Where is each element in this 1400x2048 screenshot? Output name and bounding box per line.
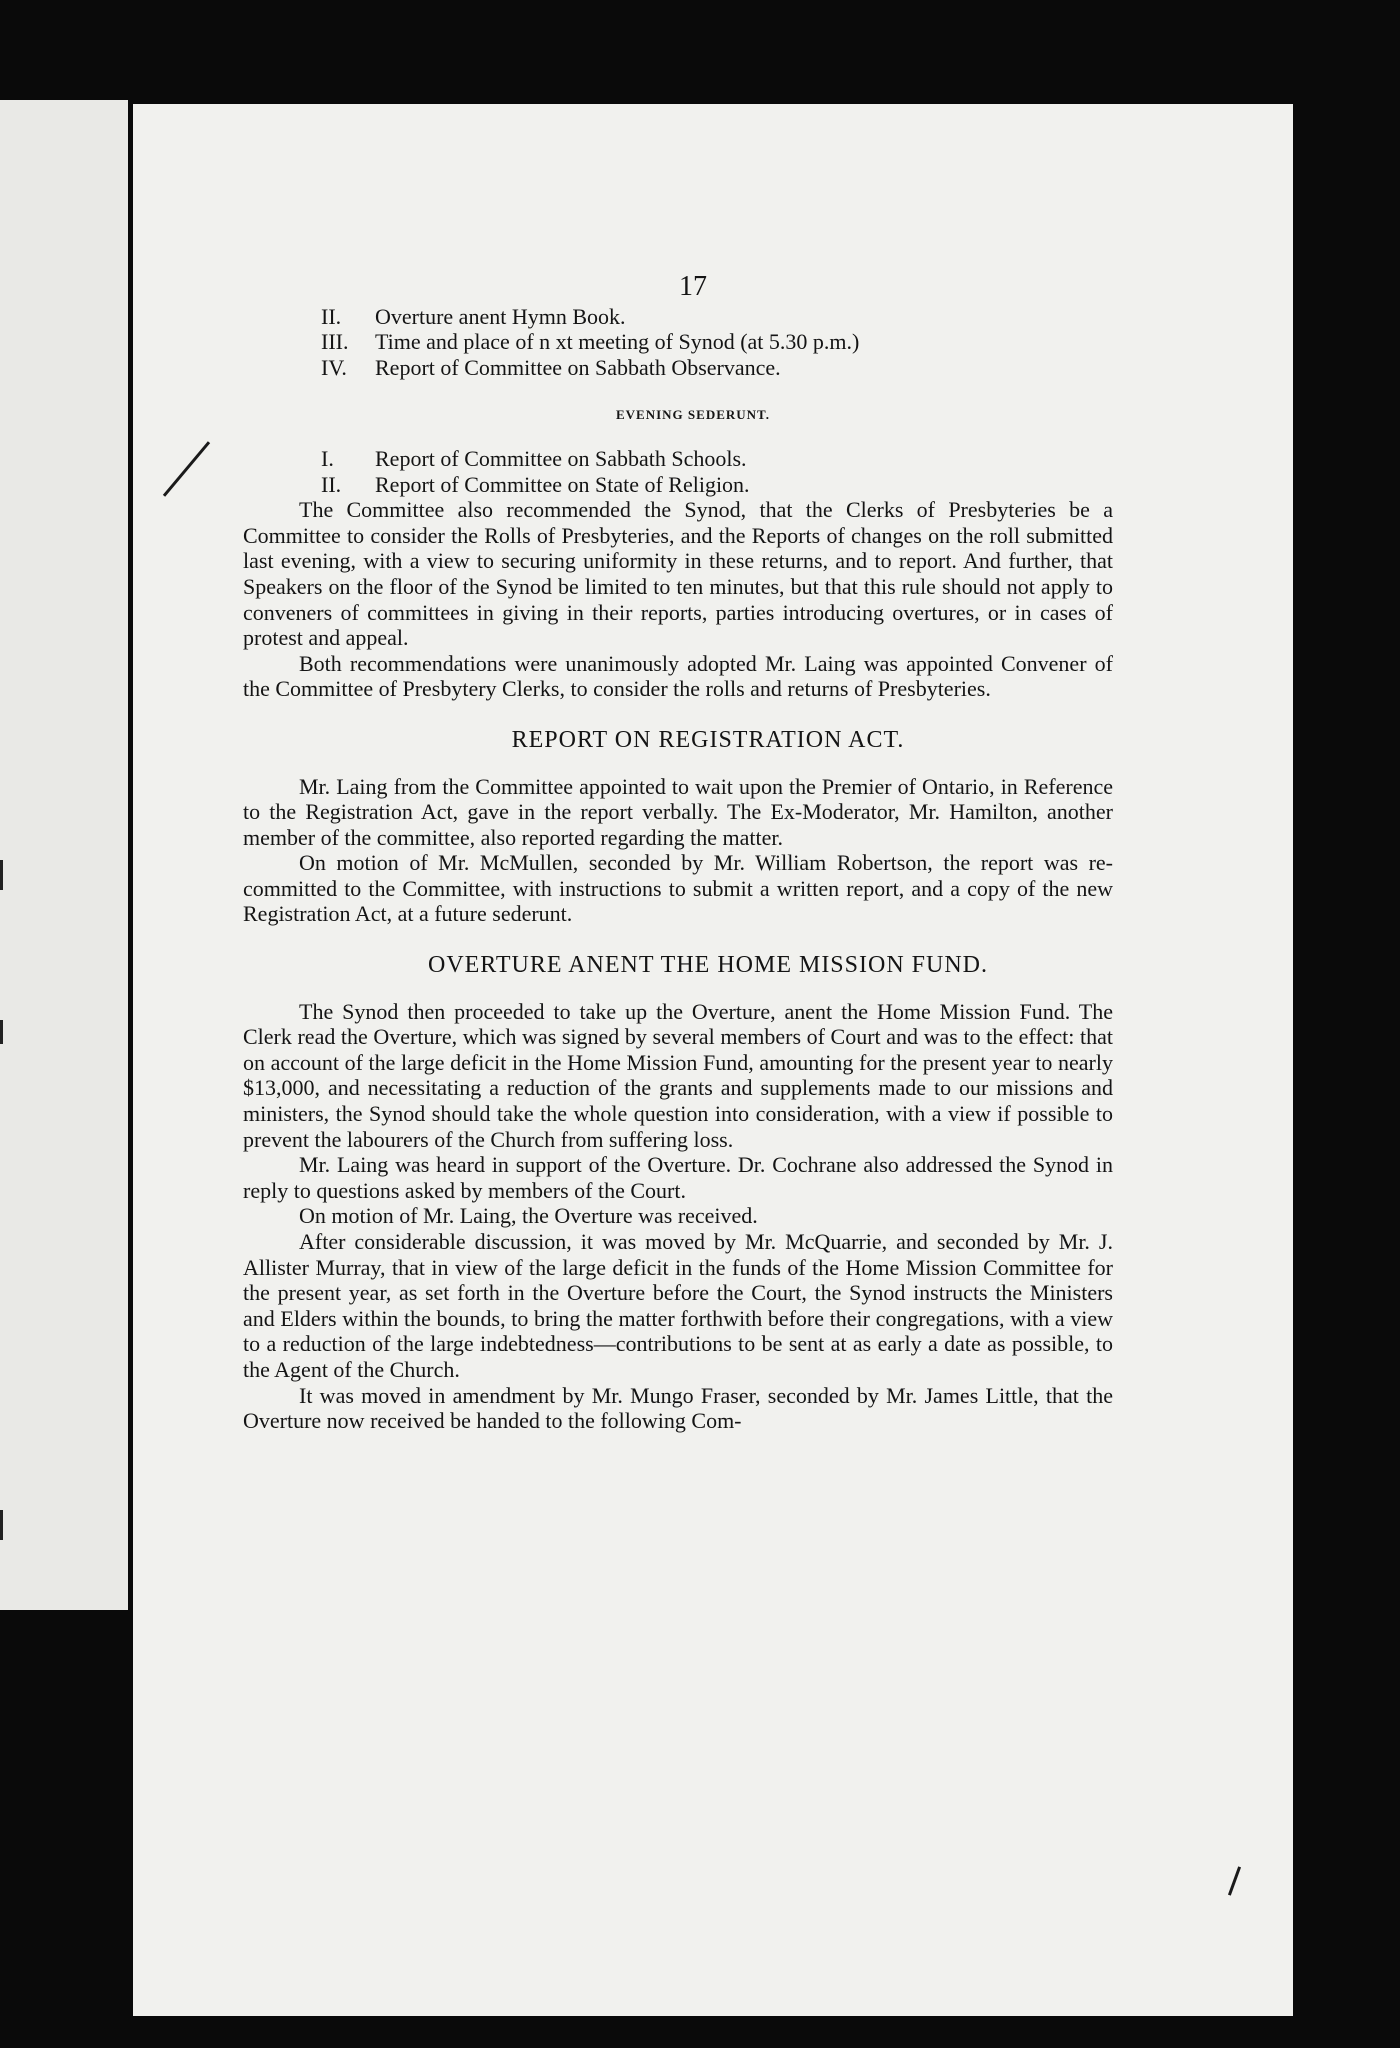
- page-number: 17: [679, 271, 707, 302]
- paragraph: It was moved in amendment by Mr. Mungo Fraser, seconded by Mr. James Little, that the Overture now received be handed to the following Com-: [243, 1382, 1113, 1434]
- paragraph: The Committee also recommended the Synod, that the Clerks of Presbyteries be a Committee to consider the Rolls of Presbyteries, and the Reports of changes on the roll submitted last evening, with a view to securing uniformity in these returns, and to report. And further, that Speakers on the floor of the Synod be limited to ten minutes, but that this rule should not apply to conveners of committees in giving in their reports, parties introducing overtures, or in cases of protest and appeal.: [243, 497, 1113, 651]
- agenda-text: Report of Committee on State of Religion.: [375, 471, 750, 497]
- agenda-item: [321, 355, 1113, 381]
- section-heading-home-mission: OVERTURE ANENT THE HOME MISSION FUND.: [427, 952, 989, 979]
- paragraph: Mr. Laing from the Committee appointed to wait upon the Premier of Ontario, in Reference to the Registration Act, gave in the report verbally. The Ex-Moderator, Mr. Hamilton, another member of the committee, also reported regarding the matter.: [243, 773, 1113, 850]
- paragraph: On motion of Mr. Laing, the Overture was received.: [299, 1203, 758, 1229]
- agenda-text: Report of Committee on Sabbath Schools.: [375, 445, 747, 471]
- agenda-item: [321, 304, 1113, 330]
- page-content: [243, 271, 1113, 1434]
- paragraph: After considerable discussion, it was moved by Mr. McQuarrie, and seconded by Mr. J. Allister Murray, that in view of the large deficit in the funds of the Home Mission Committee for the present year, as set forth in the Overture before the Court, the Synod instructs the Ministers and Elders within the bounds, to bring the matter forthwith before their congregations, with a view to a reduction of the large indebtedness—contributions to be sent at as early a date as possible, to the Agent of the Church.: [243, 1229, 1113, 1382]
- margin-mark: [0, 860, 3, 890]
- pencil-mark: [1228, 1866, 1241, 1895]
- agenda-text: Time and place of n xt meeting of Synod (at 5.30 p.m.): [375, 329, 860, 355]
- pencil-mark: [163, 441, 210, 497]
- facing-page-edge: [0, 100, 128, 1610]
- evening-sederunt-heading: EVENING SEDERUNT.: [615, 407, 770, 423]
- agenda-item: [321, 472, 1113, 498]
- agenda-item: [321, 446, 1113, 472]
- agenda-text: Overture anent Hymn Book.: [375, 303, 626, 329]
- agenda-number: III.: [321, 329, 349, 355]
- paragraph: On motion of Mr. McMullen, seconded by Mr. William Robertson, the report was re-committed to the Committee, with instructions to submit a written report, and a copy of the new Registration Act, at a future sederunt.: [243, 850, 1113, 927]
- agenda-number: II.: [321, 303, 342, 329]
- evening-agenda: [321, 446, 1113, 497]
- agenda-number: IV.: [321, 354, 347, 380]
- paragraph: Both recommendations were unanimously adopted Mr. Laing was appointed Convener of the Committee of Presbytery Clerks, to consider the rolls and returns of Presbyteries.: [243, 650, 1113, 702]
- margin-mark: [0, 1510, 3, 1540]
- document-page: [133, 104, 1293, 2016]
- paragraph: Mr. Laing was heard in support of the Overture. Dr. Cochrane also addressed the Synod in reply to questions asked by members of the Court.: [243, 1152, 1113, 1203]
- paragraph: The Synod then proceeded to take up the Overture, anent the Home Mission Fund. The Clerk read the Overture, which was signed by several members of Court and was to the effect: that on account of the large deficit in the Home Mission Fund, amounting for the present year to nearly $13,000, and necessitating a reduction of the grants and supplements made to our missions and ministers, the Synod should take the whole question into consideration, with a view if possible to prevent the labourers of the Church from suffering loss.: [243, 998, 1113, 1152]
- agenda-number: II.: [321, 471, 342, 497]
- margin-mark: [0, 1020, 3, 1044]
- section-heading-registration: REPORT ON REGISTRATION ACT.: [511, 726, 905, 753]
- agenda-number: I.: [321, 445, 334, 471]
- agenda-text: Report of Committee on Sabbath Observance.: [375, 354, 781, 380]
- afternoon-agenda: [321, 304, 1113, 381]
- agenda-item: [321, 329, 1113, 355]
